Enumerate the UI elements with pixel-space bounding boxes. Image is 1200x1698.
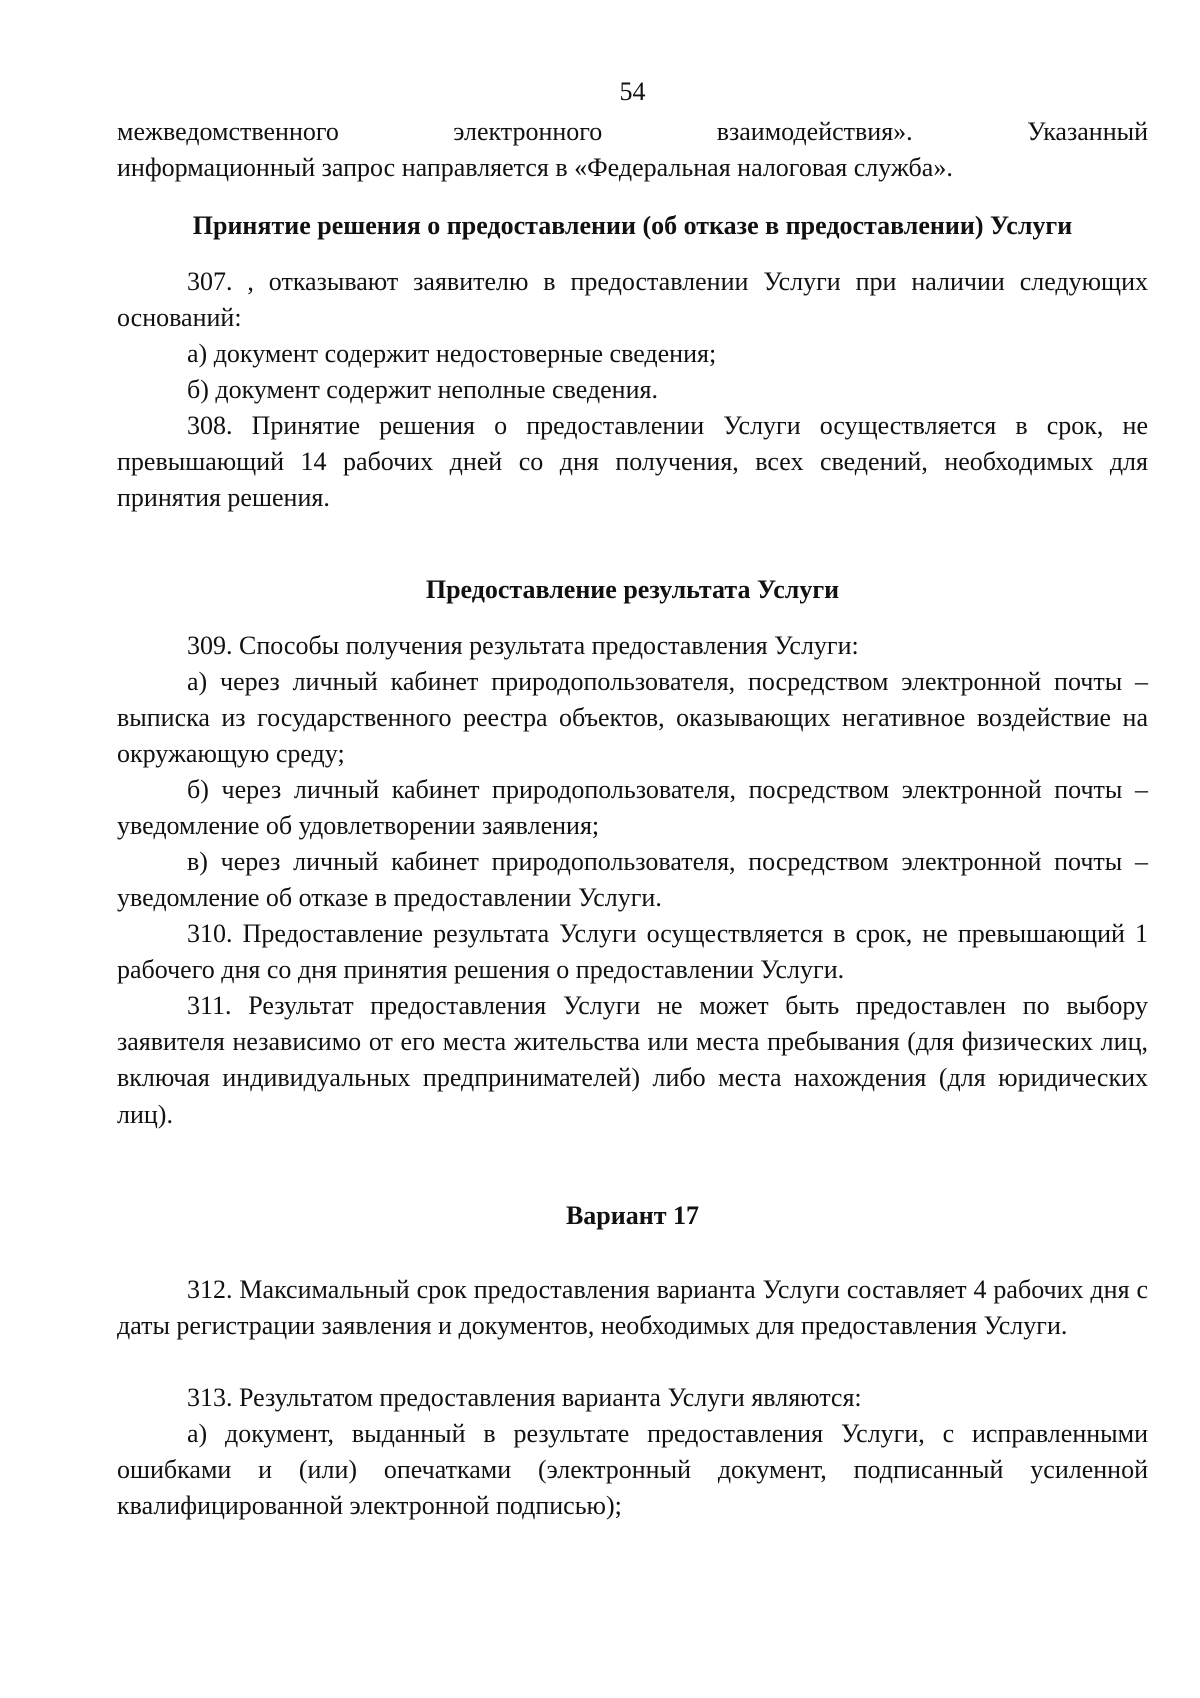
paragraph-313: 313. Результатом предоставления варианта Услуги являются:: [187, 1383, 862, 1412]
paragraph-307-b: б) документ содержит неполные сведения.: [187, 375, 658, 404]
section-heading-variant: Вариант 17: [565, 1201, 700, 1230]
paragraph-307-a: а) документ содержит недостоверные сведения;: [187, 339, 717, 368]
paragraph-310: 310. Предоставление результата Услуги осуществляется в срок, не превышающий 1 рабочего дня со дня принятия решения о предоставлении Услуги.: [117, 919, 1148, 985]
paragraph-309: 309. Способы получения результата предоставления Услуги:: [187, 631, 859, 660]
intro-line-1: межведомственного электронного взаимодействия». Указанный: [117, 117, 1148, 146]
paragraph-309-b: б) через личный кабинет природопользователя, посредством электронной почты – уведомление об удовлетворении заявления;: [117, 775, 1148, 841]
paragraph-312: 312. Максимальный срок предоставления варианта Услуги составляет 4 рабочих дня с даты регистрации заявления и документов, необходимых для предоставления Услуги.: [117, 1275, 1148, 1341]
paragraph-308: 308. Принятие решения о предоставлении Услуги осуществляется в срок, не превышающий 14 рабочих дней со дня получения, всех сведений, необходимых для принятия решения.: [117, 411, 1148, 513]
paragraph-313-a: а) документ, выданный в результате предоставления Услуги, с исправленными ошибками и (или) опечатками (электронный документ, подписанный усиленной квалифицированной электронной подписью);: [117, 1419, 1148, 1521]
paragraph-309-c: в) через личный кабинет природопользователя, посредством электронной почты – уведомление об отказе в предоставлении Услуги.: [117, 847, 1148, 913]
section-heading-result: Предоставление результата Услуги: [425, 575, 840, 604]
section-heading-decision: Принятие решения о предоставлении (об отказе в предоставлении) Услуги: [192, 211, 1073, 240]
page-number: 54: [619, 77, 646, 106]
paragraph-309-a: а) через личный кабинет природопользователя, посредством электронной почты – выписка из государственного реестра объектов, оказывающих негативное воздействие на окружающую среду;: [117, 667, 1148, 769]
paragraph-307: 307. , отказывают заявителю в предоставлении Услуги при наличии следующих оснований:: [117, 267, 1148, 333]
intro-line-2: информационный запрос направляется в «Федеральная налоговая служба».: [117, 153, 953, 182]
paragraph-311: 311. Результат предоставления Услуги не может быть предоставлен по выбору заявителя независимо от его места жительства или места пребывания (для физических лиц, включая индивидуальных предпринимателей) либо места нахождения (для юридических лиц).: [117, 991, 1148, 1129]
